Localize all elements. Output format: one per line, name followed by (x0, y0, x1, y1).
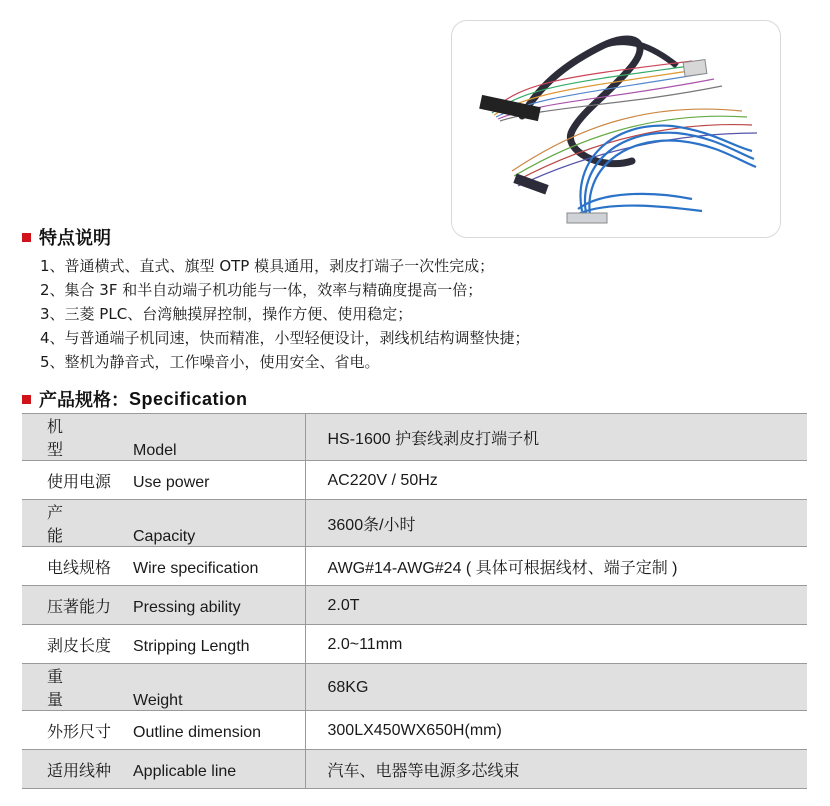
spec-label-cn: 重 量 (47, 667, 84, 709)
spec-value-cell (305, 461, 807, 500)
feature-item: 1、普通横式、直式、旗型 OTP 模具通用，剥皮打端子一次性完成； (40, 257, 495, 275)
spec-label-en: Capacity (133, 528, 196, 545)
feature-item: 3、三菱 PLC、台湾触摸屏控制，操作方便、使用稳定； (40, 305, 413, 323)
spec-value: 2.0T (327, 597, 360, 614)
spec-value: 68KG (327, 679, 369, 696)
spec-label-cn: 机 型 (47, 417, 84, 459)
specification-table (22, 413, 807, 789)
feature-item: 2、集合 3F 和半自动端子机功能与一体，效率与精确度提高一倍； (40, 281, 483, 299)
features-heading (22, 224, 111, 250)
spec-value-cell (305, 664, 807, 711)
table-row (22, 461, 807, 500)
spec-value-cell (305, 586, 807, 625)
spec-label-cn: 压著能力 (47, 596, 112, 616)
spec-value-cell (305, 414, 807, 461)
red-square-bullet-icon (22, 395, 31, 404)
table-row (22, 625, 807, 664)
table-row (22, 664, 807, 711)
specification-heading (22, 386, 248, 412)
spec-label-en: Weight (133, 692, 183, 709)
spec-label-cell (22, 547, 305, 586)
spec-label-cell (22, 664, 305, 711)
spec-label-cell (22, 711, 305, 750)
spec-value-cell (305, 500, 807, 547)
spec-value: 汽车、电器等电源多芯线束 (327, 762, 520, 780)
spec-label-en: Use power (133, 473, 210, 491)
spec-value: 300LX450WX650H(mm) (327, 722, 502, 739)
spec-label-cell (22, 750, 305, 789)
spec-label-cn: 产 能 (47, 503, 84, 545)
spec-label-cell (22, 461, 305, 500)
spec-label-cn: 外形尺寸 (47, 721, 112, 741)
spec-heading-en: Specification (129, 388, 248, 409)
spec-label-cn: 适用线种 (47, 760, 112, 780)
spec-value: 2.0~11mm (327, 636, 403, 653)
red-square-bullet-icon (22, 233, 31, 242)
spec-label-en: Pressing ability (133, 598, 241, 616)
spec-label-cell (22, 414, 305, 461)
spec-value-cell (305, 711, 807, 750)
table-row (22, 500, 807, 547)
table-row (22, 414, 807, 461)
spec-value: AC220V / 50Hz (327, 472, 438, 489)
spec-label-cell (22, 500, 305, 547)
spec-heading-cn: 产品规格： (39, 390, 129, 411)
spec-value-cell (305, 625, 807, 664)
spec-value: HS-1600 护套线剥皮打端子机 (327, 430, 540, 448)
table-row (22, 711, 807, 750)
spec-label-cell (22, 586, 305, 625)
wire-harness-illustration (452, 21, 780, 237)
feature-list (40, 254, 530, 374)
spec-label-en: Wire specification (133, 559, 259, 577)
feature-item: 5、整机为静音式，工作噪音小，使用安全、省电。 (40, 353, 380, 371)
spec-label-cn: 剥皮长度 (47, 635, 112, 655)
feature-item: 4、与普通端子机同速，快而精准，小型轻便设计，剥线机结构调整快捷； (40, 329, 530, 347)
table-row (22, 547, 807, 586)
spec-label-cn: 使用电源 (47, 471, 112, 491)
spec-value-cell (305, 750, 807, 789)
table-row (22, 750, 807, 789)
product-photo (451, 20, 781, 238)
spec-label-cn: 电线规格 (47, 557, 112, 577)
table-row (22, 586, 807, 625)
spec-value: AWG#14-AWG#24 ( 具体可根据线材、端子定制 ) (327, 559, 678, 577)
spec-label-en: Stripping Length (133, 637, 250, 655)
spec-value: 3600条/小时 (327, 516, 416, 534)
spec-value-cell (305, 547, 807, 586)
spec-label-en: Model (133, 442, 177, 459)
spec-label-en: Applicable line (133, 762, 237, 780)
spec-label-cell (22, 625, 305, 664)
features-heading-text: 特点说明 (39, 228, 111, 249)
spec-label-en: Outline dimension (133, 723, 262, 741)
